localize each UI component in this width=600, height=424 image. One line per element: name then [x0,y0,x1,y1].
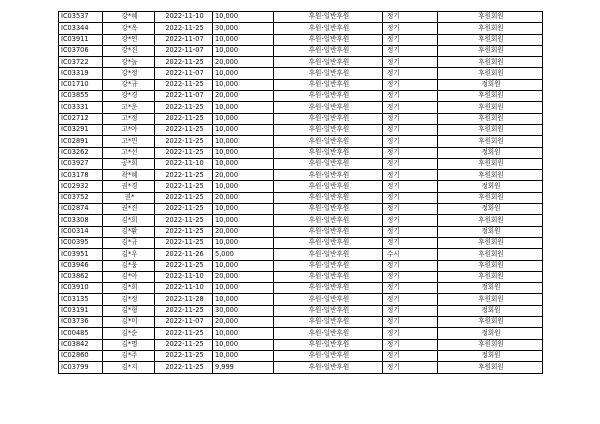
membership-cell: 후원회원 [438,124,543,135]
donation-date-cell: 2022-11-25 [155,260,213,271]
frequency-cell: 정기 [383,192,438,203]
donor-name-cell: 김*형 [103,305,155,316]
donor-id-cell: IC03308 [59,215,103,226]
membership-cell: 정회원 [438,328,543,339]
donation-table-sheet [58,11,542,374]
donation-type-cell: 후원-일반후원 [274,147,383,158]
amount-cell: 10,000 [213,136,274,147]
table-row [59,237,543,248]
frequency-cell: 정기 [383,136,438,147]
donation-type-cell: 후원-일반후원 [274,158,383,169]
amount-cell: 20,000 [213,226,274,237]
amount-cell: 20,000 [213,271,274,282]
membership-cell: 후원회원 [438,215,543,226]
donor-name-cell: 고*정 [103,113,155,124]
frequency-cell: 정기 [383,204,438,215]
frequency-cell: 정기 [383,34,438,45]
donor-id-cell: IC03291 [59,124,103,135]
amount-cell: 10,000 [213,328,274,339]
donation-type-cell: 후원-일반후원 [274,215,383,226]
table-body [59,12,543,374]
membership-cell: 후원회원 [438,158,543,169]
table-row [59,317,543,328]
table-row [59,328,543,339]
membership-cell: 정회원 [438,147,543,158]
table-row [59,91,543,102]
donation-type-cell: 후원-일반후원 [274,237,383,248]
amount-cell: 10,000 [213,79,274,90]
donor-id-cell: IC03842 [59,339,103,350]
membership-cell: 후원회원 [438,294,543,305]
donation-type-cell: 후원-일반후원 [274,305,383,316]
membership-cell: 정회원 [438,204,543,215]
donor-id-cell: IC03927 [59,158,103,169]
table-row [59,45,543,56]
frequency-cell: 정기 [383,339,438,350]
membership-cell: 정회원 [438,79,543,90]
table-row [59,204,543,215]
membership-cell: 정회원 [438,350,543,361]
donation-date-cell: 2022-11-25 [155,362,213,373]
donor-name-cell: 김*환 [103,226,155,237]
frequency-cell: 정기 [383,124,438,135]
membership-cell: 정회원 [438,181,543,192]
donation-type-cell: 후원-일반후원 [274,136,383,147]
membership-cell: 후원회원 [438,12,543,23]
donation-date-cell: 2022-11-25 [155,215,213,226]
table-row [59,362,543,373]
donation-type-cell: 후원-일반후원 [274,192,383,203]
amount-cell: 9,999 [213,362,274,373]
donation-date-cell: 2022-11-28 [155,294,213,305]
frequency-cell: 정기 [383,102,438,113]
donor-name-cell: 김*규 [103,237,155,248]
donor-id-cell: IC03722 [59,57,103,68]
donation-date-cell: 2022-11-25 [155,226,213,237]
amount-cell: 10,000 [213,124,274,135]
table-row [59,68,543,79]
frequency-cell: 정기 [383,226,438,237]
frequency-cell: 정기 [383,294,438,305]
donor-name-cell: 공*희 [103,158,155,169]
frequency-cell: 정기 [383,79,438,90]
table-row [59,12,543,23]
donation-type-cell: 후원-일반후원 [274,91,383,102]
table-row [59,124,543,135]
amount-cell: 10,000 [213,68,274,79]
donation-date-cell: 2022-11-25 [155,339,213,350]
donor-id-cell: IC01710 [59,79,103,90]
frequency-cell: 수시 [383,249,438,260]
table-row [59,294,543,305]
table-row [59,57,543,68]
donor-id-cell: IC03736 [59,317,103,328]
donor-id-cell: IC00395 [59,237,103,248]
membership-cell: 정회원 [438,226,543,237]
donor-name-cell: 권*진 [103,204,155,215]
amount-cell: 10,000 [213,113,274,124]
amount-cell: 10,000 [213,158,274,169]
amount-cell: 10,000 [213,339,274,350]
frequency-cell: 정기 [383,283,438,294]
donation-type-cell: 후원-일반후원 [274,249,383,260]
donation-date-cell: 2022-11-25 [155,57,213,68]
donor-id-cell: IC03910 [59,283,103,294]
membership-cell: 정회원 [438,305,543,316]
donor-name-cell: 강*옥 [103,23,155,34]
donation-date-cell: 2022-11-25 [155,204,213,215]
donor-name-cell: 김*정 [103,294,155,305]
frequency-cell: 정기 [383,215,438,226]
membership-cell: 후원회원 [438,192,543,203]
donor-id-cell: IC03752 [59,192,103,203]
donor-name-cell: 김*희 [103,283,155,294]
membership-cell: 후원회원 [438,45,543,56]
frequency-cell: 정기 [383,271,438,282]
amount-cell: 20,000 [213,170,274,181]
donor-name-cell: 고*선 [103,147,155,158]
amount-cell: 30,000 [213,305,274,316]
amount-cell: 10,000 [213,147,274,158]
table-row [59,147,543,158]
donation-type-cell: 후원-일반후원 [274,45,383,56]
membership-cell: 후원회원 [438,237,543,248]
donor-id-cell: IC03799 [59,362,103,373]
donor-name-cell: 강*늘 [103,57,155,68]
membership-cell: 정회원 [438,283,543,294]
donation-type-cell: 후원-일반후원 [274,226,383,237]
amount-cell: 5,000 [213,249,274,260]
amount-cell: 30,000 [213,23,274,34]
donor-name-cell: 김*주 [103,350,155,361]
donor-name-cell: 곽*혜 [103,170,155,181]
donor-name-cell: 강*혜 [103,12,155,23]
frequency-cell: 정기 [383,23,438,34]
frequency-cell: 정기 [383,237,438,248]
membership-cell: 후원회원 [438,317,543,328]
frequency-cell: 정기 [383,91,438,102]
membership-cell: 후원회원 [438,260,543,271]
table-row [59,260,543,271]
donor-name-cell: 권* [103,192,155,203]
donation-date-cell: 2022-11-25 [155,124,213,135]
frequency-cell: 정기 [383,305,438,316]
table-row [59,158,543,169]
donor-id-cell: IC03262 [59,147,103,158]
table-row [59,181,543,192]
frequency-cell: 정기 [383,113,438,124]
donor-name-cell: 고*운 [103,102,155,113]
table-row [59,34,543,45]
donor-name-cell: 고*민 [103,136,155,147]
donor-id-cell: IC03855 [59,91,103,102]
donation-type-cell: 후원-일반후원 [274,12,383,23]
table-row [59,192,543,203]
donation-type-cell: 후원-일반후원 [274,271,383,282]
donation-date-cell: 2022-11-25 [155,328,213,339]
membership-cell: 후원회원 [438,249,543,260]
donor-name-cell: 김*웅 [103,260,155,271]
donor-id-cell: IC03862 [59,271,103,282]
donor-name-cell: 김*우 [103,249,155,260]
frequency-cell: 정기 [383,68,438,79]
donor-id-cell: IC03537 [59,12,103,23]
donation-date-cell: 2022-11-25 [155,23,213,34]
donation-date-cell: 2022-11-25 [155,102,213,113]
donation-table [58,11,543,374]
donation-date-cell: 2022-11-10 [155,12,213,23]
donor-id-cell: IC00485 [59,328,103,339]
amount-cell: 10,000 [213,204,274,215]
donation-type-cell: 후원-일반후원 [274,23,383,34]
donation-type-cell: 후원-일반후원 [274,34,383,45]
amount-cell: 10,000 [213,215,274,226]
amount-cell: 10,000 [213,283,274,294]
donor-name-cell: 강*진 [103,45,155,56]
donor-id-cell: IC03344 [59,23,103,34]
donation-date-cell: 2022-11-26 [155,249,213,260]
donation-date-cell: 2022-11-25 [155,136,213,147]
amount-cell: 10,000 [213,237,274,248]
membership-cell: 후원회원 [438,136,543,147]
donor-id-cell: IC02874 [59,204,103,215]
donation-type-cell: 후원-일반후원 [274,57,383,68]
donor-name-cell: 김*순 [103,328,155,339]
amount-cell: 20,000 [213,57,274,68]
frequency-cell: 정기 [383,317,438,328]
donor-name-cell: 김*희 [103,215,155,226]
donor-id-cell: IC03706 [59,45,103,56]
donation-type-cell: 후원-일반후원 [274,68,383,79]
amount-cell: 10,000 [213,45,274,56]
donation-type-cell: 후원-일반후원 [274,350,383,361]
membership-cell: 후원회원 [438,68,543,79]
donation-date-cell: 2022-11-25 [155,79,213,90]
amount-cell: 20,000 [213,317,274,328]
frequency-cell: 정기 [383,328,438,339]
donor-id-cell: IC02712 [59,113,103,124]
amount-cell: 10,000 [213,181,274,192]
membership-cell: 후원회원 [438,23,543,34]
table-row [59,215,543,226]
donation-type-cell: 후원-일반후원 [274,362,383,373]
donation-type-cell: 후원-일반후원 [274,204,383,215]
donor-name-cell: 강*경 [103,91,155,102]
table-row [59,23,543,34]
donation-type-cell: 후원-일반후원 [274,102,383,113]
donation-type-cell: 후원-일반후원 [274,283,383,294]
donation-date-cell: 2022-11-25 [155,192,213,203]
frequency-cell: 정기 [383,260,438,271]
membership-cell: 후원회원 [438,339,543,350]
donation-date-cell: 2022-11-10 [155,283,213,294]
membership-cell: 후원회원 [438,57,543,68]
donation-date-cell: 2022-11-25 [155,147,213,158]
frequency-cell: 정기 [383,350,438,361]
frequency-cell: 정기 [383,147,438,158]
donor-id-cell: IC02891 [59,136,103,147]
donor-name-cell: 강*규 [103,79,155,90]
donation-date-cell: 2022-11-25 [155,237,213,248]
donor-id-cell: IC03191 [59,305,103,316]
donor-name-cell: 강*연 [103,34,155,45]
frequency-cell: 정기 [383,181,438,192]
table-row [59,136,543,147]
donation-date-cell: 2022-11-25 [155,305,213,316]
amount-cell: 10,000 [213,102,274,113]
donor-name-cell: 김*미 [103,317,155,328]
table-row [59,79,543,90]
table-row [59,283,543,294]
table-row [59,113,543,124]
donation-type-cell: 후원-일반후원 [274,79,383,90]
donor-id-cell: IC03178 [59,170,103,181]
donation-date-cell: 2022-11-10 [155,271,213,282]
donor-id-cell: IC00314 [59,226,103,237]
donation-date-cell: 2022-11-25 [155,113,213,124]
frequency-cell: 정기 [383,158,438,169]
donation-type-cell: 후원-일반후원 [274,328,383,339]
donor-name-cell: 김*지 [103,362,155,373]
frequency-cell: 정기 [383,45,438,56]
amount-cell: 10,000 [213,294,274,305]
table-row [59,226,543,237]
donation-date-cell: 2022-11-25 [155,170,213,181]
donor-id-cell: IC03319 [59,68,103,79]
frequency-cell: 정기 [383,57,438,68]
donation-type-cell: 후원-일반후원 [274,294,383,305]
frequency-cell: 정기 [383,170,438,181]
donor-name-cell: 김*명 [103,339,155,350]
donation-date-cell: 2022-11-07 [155,45,213,56]
membership-cell: 후원회원 [438,34,543,45]
donation-type-cell: 후원-일반후원 [274,339,383,350]
donation-date-cell: 2022-11-10 [155,158,213,169]
table-row [59,170,543,181]
amount-cell: 10,000 [213,350,274,361]
donation-type-cell: 후원-일반후원 [274,317,383,328]
amount-cell: 10,000 [213,34,274,45]
donation-date-cell: 2022-11-07 [155,317,213,328]
donation-type-cell: 후원-일반후원 [274,124,383,135]
donor-id-cell: IC03951 [59,249,103,260]
amount-cell: 20,000 [213,192,274,203]
amount-cell: 20,000 [213,91,274,102]
donor-id-cell: IC03946 [59,260,103,271]
donor-name-cell: 권*경 [103,181,155,192]
donor-name-cell: 고*아 [103,124,155,135]
amount-cell: 10,000 [213,260,274,271]
membership-cell: 후원회원 [438,170,543,181]
membership-cell: 후원회원 [438,102,543,113]
table-row [59,305,543,316]
donor-id-cell: IC03135 [59,294,103,305]
table-row [59,249,543,260]
donor-id-cell: IC02932 [59,181,103,192]
donation-type-cell: 후원-일반후원 [274,170,383,181]
donation-type-cell: 후원-일반후원 [274,181,383,192]
frequency-cell: 정기 [383,362,438,373]
table-row [59,350,543,361]
membership-cell: 후원회원 [438,113,543,124]
donation-type-cell: 후원-일반후원 [274,113,383,124]
donation-date-cell: 2022-11-07 [155,91,213,102]
donor-id-cell: IC02860 [59,350,103,361]
table-row [59,102,543,113]
donor-name-cell: 김*아 [103,271,155,282]
donation-date-cell: 2022-11-25 [155,181,213,192]
donation-type-cell: 후원-일반후원 [274,260,383,271]
table-row [59,339,543,350]
membership-cell: 후원회원 [438,91,543,102]
donor-id-cell: IC03911 [59,34,103,45]
donation-date-cell: 2022-11-07 [155,34,213,45]
donor-name-cell: 강*정 [103,68,155,79]
amount-cell: 10,000 [213,12,274,23]
table-row [59,271,543,282]
donation-date-cell: 2022-11-25 [155,350,213,361]
frequency-cell: 정기 [383,12,438,23]
donor-id-cell: IC03331 [59,102,103,113]
membership-cell: 후원회원 [438,271,543,282]
membership-cell: 후원회원 [438,362,543,373]
donation-date-cell: 2022-11-07 [155,68,213,79]
